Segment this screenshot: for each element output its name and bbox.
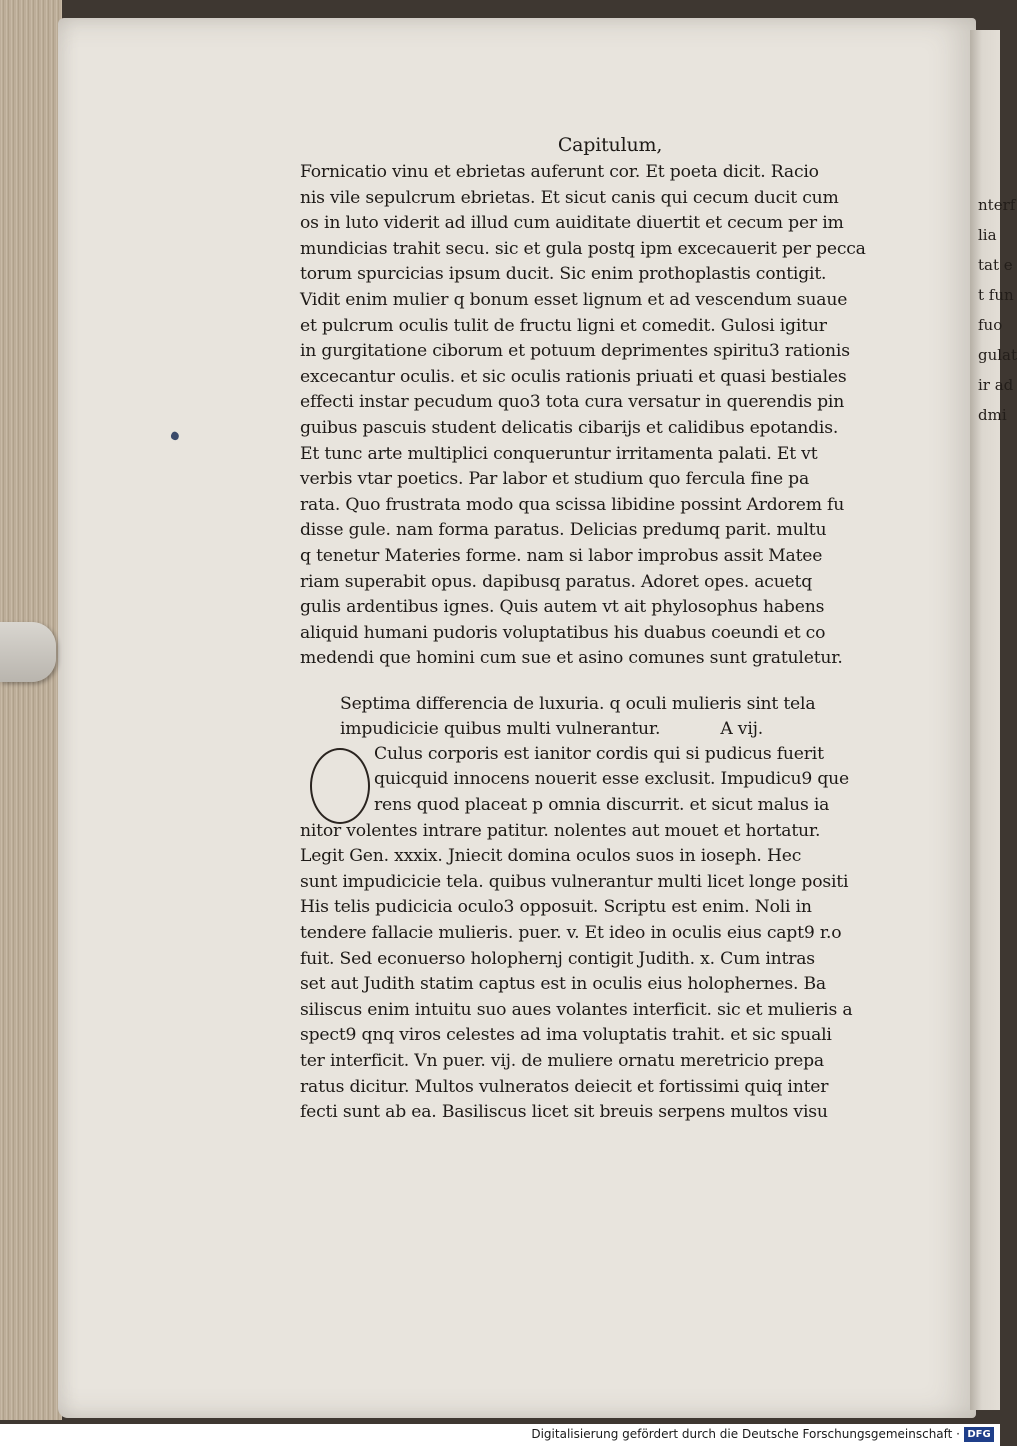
drop-cap-initial <box>310 748 370 824</box>
adjacent-page-fragment: fuo <box>978 316 1003 334</box>
section-body-lines <box>300 742 900 1126</box>
adjacent-page-fragment: lia <box>978 226 997 244</box>
text-line: siliscus enim intuitu suo aues volantes interficit. sic et mulieris a <box>300 999 853 1020</box>
text-line: gulis ardentibus ignes. Quis autem vt ait phylosophus habens <box>300 597 825 618</box>
footer-bar <box>0 1424 1000 1446</box>
book-fore-edge <box>0 0 62 1420</box>
text-line: excecantur oculis. et sic oculis rationis priuati et quasi bestiales <box>300 366 847 387</box>
text-line: riam superabit opus. dapibusq paratus. Adoret opes. acuetq <box>300 571 813 592</box>
text-line: mundicias trahit secu. sic et gula postq ipm excecauerit per pecca <box>300 238 866 259</box>
adjacent-page-fragment: gulat <box>978 346 1017 364</box>
adjacent-page-text <box>978 190 1017 430</box>
text-line: spect9 qnq viros celestes ad ima voluptatis trahit. et sic spuali <box>300 1025 832 1046</box>
adjacent-page-fragment: dmi <box>978 406 1007 424</box>
adjacent-page-fragment: ir ad <box>978 376 1014 394</box>
text-line: effecti instar pecudum quo3 tota cura versatur in querendis pin <box>300 392 845 413</box>
text-line: nis vile sepulcrum ebrietas. Et sicut canis qui cecum ducit cum <box>300 187 839 208</box>
text-line: ter interficit. Vn puer. vij. de muliere ornatu meretricio prepa <box>300 1051 824 1071</box>
page-heading: Capitulum, <box>557 134 663 156</box>
main-paragraph <box>300 160 900 672</box>
text-line: medendi que homini cum sue et asino comunes sunt gratuletur. <box>300 648 843 669</box>
text-line: et pulcrum oculis tulit de fructu ligni et comedit. Gulosi igitur <box>300 315 827 336</box>
text-line: Legit Gen. xxxix. Jniecit domina oculos suos in ioseph. Hec <box>300 846 802 867</box>
adjacent-page-fragment: tat e <box>978 256 1013 274</box>
text-line: sunt impudicicie tela. quibus vulnerantur multi licet longe positi <box>300 871 849 892</box>
section-heading-line-2 <box>300 717 900 742</box>
text-line: rens quod placeat p omnia discurrit. et sicut malus ia <box>374 795 830 816</box>
text-line: disse gule. nam forma paratus. Delicias predumq parit. multu <box>300 520 827 541</box>
text-line: fecti sunt ab ea. Basiliscus licet sit breuis serpens multos visu <box>300 1102 828 1123</box>
adjacent-page-fragment: t fun <box>978 286 1014 304</box>
text-line: aliquid humani pudoris voluptatibus his duabus coeundi et co <box>300 622 826 643</box>
text-line: set aut Judith statim captus est in oculis eius holophernes. Ba <box>300 974 826 995</box>
text-line: nitor volentes intrare patitur. nolentes aut mouet et hortatur. <box>300 820 821 841</box>
text-line: guibus pascuis student delicatis cibarijs et calidibus epotandis. <box>300 417 839 438</box>
section-reference: A vij. <box>720 718 764 739</box>
text-line: His telis pudicicia oculo3 opposuit. Scriptu est enim. Noli in <box>300 897 812 918</box>
ink-blot-mark <box>170 431 181 442</box>
text-line: ratus dicitur. Multos vulneratos deiecit et fortissimi quiq inter <box>300 1076 829 1097</box>
section-body <box>300 742 900 1126</box>
text-line: q tenetur Materies forme. nam si labor improbus assit Matee <box>300 545 823 566</box>
section-heading-line-1: Septima differencia de luxuria. q oculi mulieris sint tela <box>340 693 816 714</box>
text-line: rata. Quo frustrata modo qua scissa libidine possint Ardorem fu <box>300 494 845 515</box>
text-line: os in luto viderit ad illud cum auiditate diuertit et cecum per im <box>300 213 844 234</box>
text-line: Fornicatio vinu et ebrietas auferunt cor. Et poeta dicit. Racio <box>300 162 819 182</box>
text-line: Vidit enim mulier q bonum esset lignum et ad vescendum suaue <box>300 289 848 310</box>
text-line: torum spurcicias ipsum ducit. Sic enim prothoplastis contigit. <box>300 264 827 285</box>
footer-credit: Digitalisierung gefördert durch die Deutsche Forschungsgemeinschaft · <box>531 1427 960 1441</box>
text-line: Culus corporis est ianitor cordis qui si pudicus fuerit <box>374 743 824 764</box>
adjacent-page-fragment: nterf <box>978 196 1016 214</box>
text-line: tendere fallacie mulieris. puer. v. Et ideo in oculis eius capt9 r.o <box>300 923 842 944</box>
text-line: quicquid innocens nouerit esse exclusit. Impudicu9 que <box>374 769 849 790</box>
text-line: Et tunc arte multiplici conqueruntur irritamenta palati. Et vt <box>300 443 818 464</box>
text-line: in gurgitatione ciborum et potuum deprimentes spiritu3 rationis <box>300 341 850 362</box>
text-line: fuit. Sed econuerso holophernj contigit Judith. x. Cum intras <box>300 948 815 969</box>
text-line: verbis vtar poetics. Par labor et studium quo fercula fine pa <box>300 469 810 490</box>
page-text-block <box>300 130 900 1126</box>
section-heading-text: impudicicie quibus multi vulnerantur. <box>340 718 661 739</box>
dfg-logo: DFG <box>964 1427 994 1442</box>
book-clasp <box>0 622 56 682</box>
